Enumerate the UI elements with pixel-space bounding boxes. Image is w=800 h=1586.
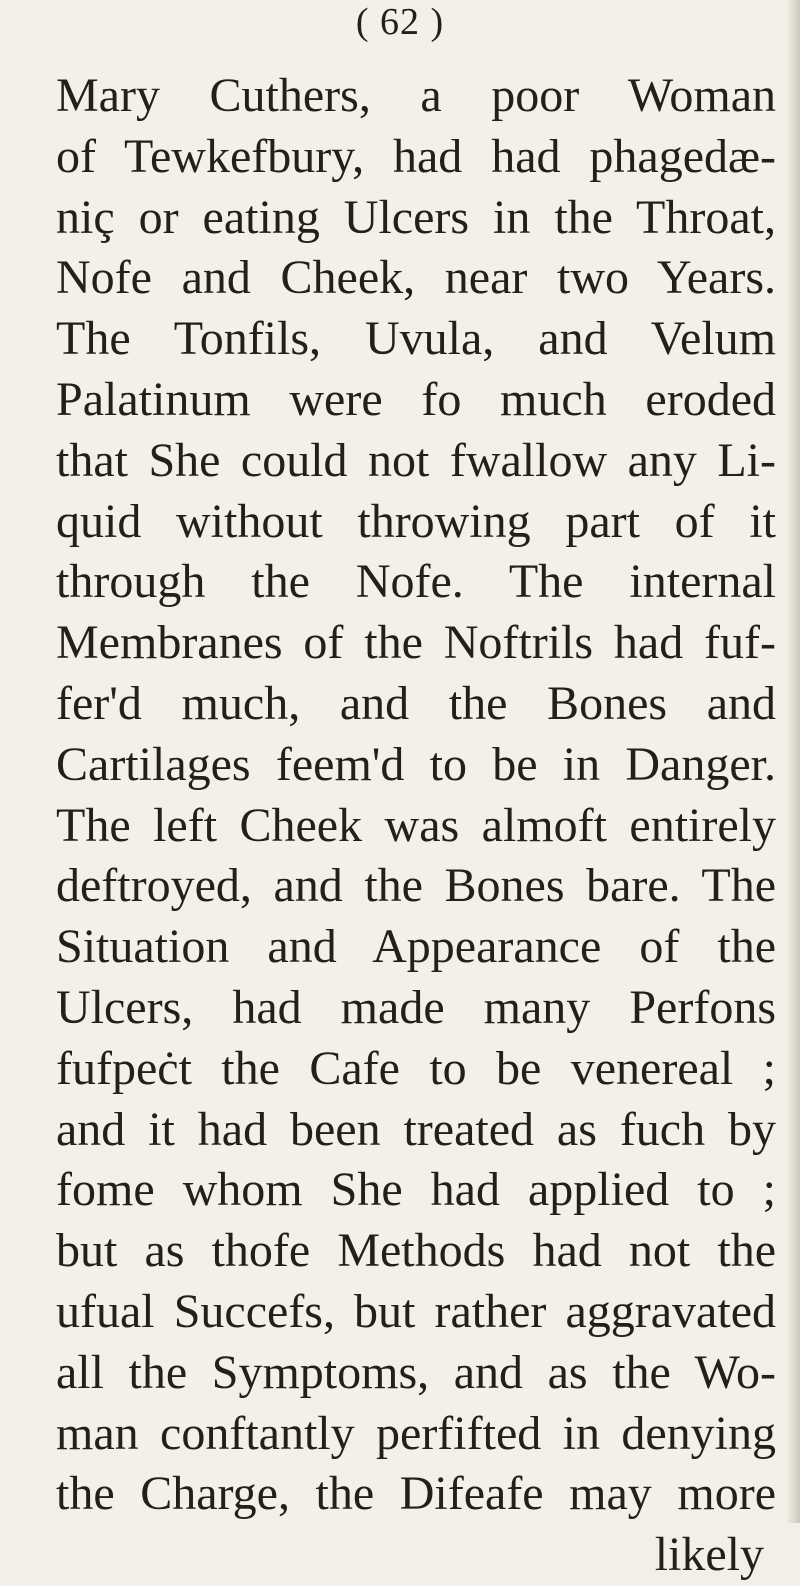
text-line: man conftantly perfifted in denying bbox=[56, 1406, 776, 1460]
text-line: fer'd much, and the Bones and bbox=[56, 676, 776, 730]
text-line: Cartilages feem'd to be in Danger. bbox=[56, 737, 776, 791]
text-line: of Tewkefbury, had had phagedæ- bbox=[56, 129, 776, 183]
text-line: Nofe and Cheek, near two Years. bbox=[56, 251, 776, 305]
text-line: and it had been treated as fuch by bbox=[56, 1102, 776, 1156]
page-number: ( 62 ) bbox=[355, 1, 445, 43]
text-line: fufpeċt the Cafe to be venereal ; bbox=[56, 1041, 776, 1095]
text-line: Membranes of the Noftrils had fuf- bbox=[56, 616, 776, 670]
text-line: the Charge, the Difeafe may more bbox=[56, 1467, 776, 1521]
text-line: Ulcers, had made many Perfons bbox=[56, 980, 776, 1034]
text-line: Mary Cuthers, a poor Woman bbox=[56, 69, 776, 122]
text-line: that She could not fwallow any Li- bbox=[56, 433, 776, 487]
text-line: The left Cheek was almoft entirely bbox=[56, 798, 776, 852]
text-line: niç or eating Ulcers in the Throat, bbox=[56, 190, 776, 244]
body-text bbox=[56, 66, 776, 1586]
text-line: but as thofe Methods had not the bbox=[56, 1224, 776, 1278]
text-line: The Tonfils, Uvula, and Velum bbox=[56, 312, 776, 366]
catchword: likely bbox=[654, 1528, 764, 1582]
text-line: fome whom She had applied to ; bbox=[56, 1163, 776, 1217]
page-edge-shadow bbox=[786, 0, 800, 1523]
text-line: quid without throwing part of it bbox=[56, 494, 776, 548]
text-line: deftroyed, and the Bones bare. The bbox=[56, 859, 776, 913]
text-line: through the Nofe. The internal bbox=[56, 555, 776, 609]
text-line: all the Symptoms, and as the Wo- bbox=[56, 1345, 776, 1399]
text-line: Situation and Appearance of the bbox=[56, 920, 776, 974]
text-line: Palatinum were fo much eroded bbox=[56, 372, 776, 426]
text-line: ufual Succefs, but rather aggravated bbox=[56, 1284, 776, 1338]
